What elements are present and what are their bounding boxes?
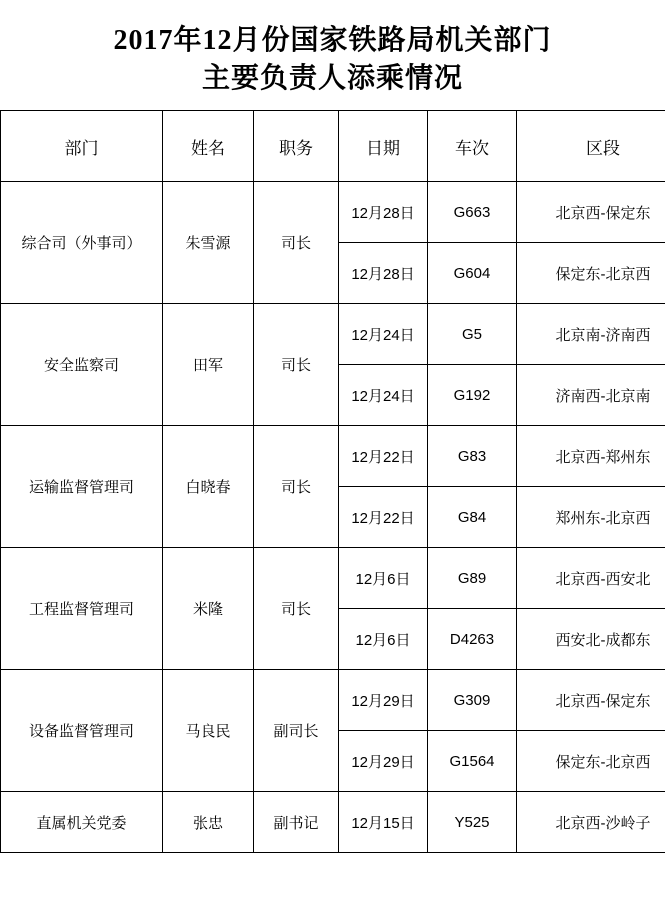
table-row bbox=[1, 426, 665, 487]
header-row bbox=[1, 111, 665, 182]
cell-position: 副司长 bbox=[254, 670, 339, 792]
cell-position: 司长 bbox=[254, 548, 339, 670]
cell-train-number: G663 bbox=[428, 182, 517, 243]
cell-section: 西安北-成都东 bbox=[517, 609, 665, 670]
cell-department: 安全监察司 bbox=[1, 304, 163, 426]
cell-train-number: G192 bbox=[428, 365, 517, 426]
cell-section: 北京西-保定东 bbox=[517, 670, 665, 731]
cell-date: 12月28日 bbox=[339, 243, 428, 304]
cell-date: 12月29日 bbox=[339, 670, 428, 731]
cell-position: 副书记 bbox=[254, 792, 339, 853]
cell-date: 12月24日 bbox=[339, 365, 428, 426]
cell-date: 12月15日 bbox=[339, 792, 428, 853]
cell-department: 直属机关党委 bbox=[1, 792, 163, 853]
cell-section: 济南西-北京南 bbox=[517, 365, 665, 426]
duty-ride-table bbox=[0, 110, 665, 853]
cell-train-number: G1564 bbox=[428, 731, 517, 792]
cell-train-number: Y525 bbox=[428, 792, 517, 853]
header-name: 姓名 bbox=[163, 111, 254, 182]
cell-department: 运输监督管理司 bbox=[1, 426, 163, 548]
table-header bbox=[1, 111, 665, 182]
cell-section: 北京西-沙岭子 bbox=[517, 792, 665, 853]
header-train-number: 车次 bbox=[428, 111, 517, 182]
cell-name: 张忠 bbox=[163, 792, 254, 853]
cell-position: 司长 bbox=[254, 304, 339, 426]
cell-section: 北京西-郑州东 bbox=[517, 426, 665, 487]
cell-section: 北京南-济南西 bbox=[517, 304, 665, 365]
cell-date: 12月24日 bbox=[339, 304, 428, 365]
cell-name: 田军 bbox=[163, 304, 254, 426]
cell-section: 北京西-保定东 bbox=[517, 182, 665, 243]
cell-name: 白晓春 bbox=[163, 426, 254, 548]
table-body bbox=[1, 182, 665, 853]
cell-section: 保定东-北京西 bbox=[517, 243, 665, 304]
cell-department: 综合司（外事司） bbox=[1, 182, 163, 304]
cell-train-number: G84 bbox=[428, 487, 517, 548]
cell-date: 12月22日 bbox=[339, 426, 428, 487]
cell-date: 12月28日 bbox=[339, 182, 428, 243]
cell-train-number: G83 bbox=[428, 426, 517, 487]
cell-department: 设备监督管理司 bbox=[1, 670, 163, 792]
cell-name: 米隆 bbox=[163, 548, 254, 670]
cell-train-number: G309 bbox=[428, 670, 517, 731]
cell-section: 郑州东-北京西 bbox=[517, 487, 665, 548]
cell-date: 12月22日 bbox=[339, 487, 428, 548]
header-section: 区段 bbox=[517, 111, 665, 182]
cell-train-number: G89 bbox=[428, 548, 517, 609]
title-line-2: 主要负责人添乘情况 bbox=[201, 63, 463, 94]
document-title bbox=[0, 0, 665, 110]
table-row bbox=[1, 182, 665, 243]
cell-position: 司长 bbox=[254, 426, 339, 548]
cell-name: 朱雪源 bbox=[163, 182, 254, 304]
cell-department: 工程监督管理司 bbox=[1, 548, 163, 670]
cell-train-number: G5 bbox=[428, 304, 517, 365]
cell-date: 12月6日 bbox=[339, 548, 428, 609]
header-position: 职务 bbox=[254, 111, 339, 182]
cell-train-number: D4263 bbox=[428, 609, 517, 670]
cell-date: 12月29日 bbox=[339, 731, 428, 792]
table-row bbox=[1, 548, 665, 609]
cell-section: 北京西-西安北 bbox=[517, 548, 665, 609]
cell-name: 马良民 bbox=[163, 670, 254, 792]
cell-section: 保定东-北京西 bbox=[517, 731, 665, 792]
table-row bbox=[1, 304, 665, 365]
header-date: 日期 bbox=[339, 111, 428, 182]
table-row bbox=[1, 792, 665, 853]
title-line-1: 2017年12月份国家铁路局机关部门 bbox=[113, 25, 552, 56]
cell-date: 12月6日 bbox=[339, 609, 428, 670]
header-department: 部门 bbox=[1, 111, 163, 182]
cell-position: 司长 bbox=[254, 182, 339, 304]
table-row bbox=[1, 670, 665, 731]
cell-train-number: G604 bbox=[428, 243, 517, 304]
